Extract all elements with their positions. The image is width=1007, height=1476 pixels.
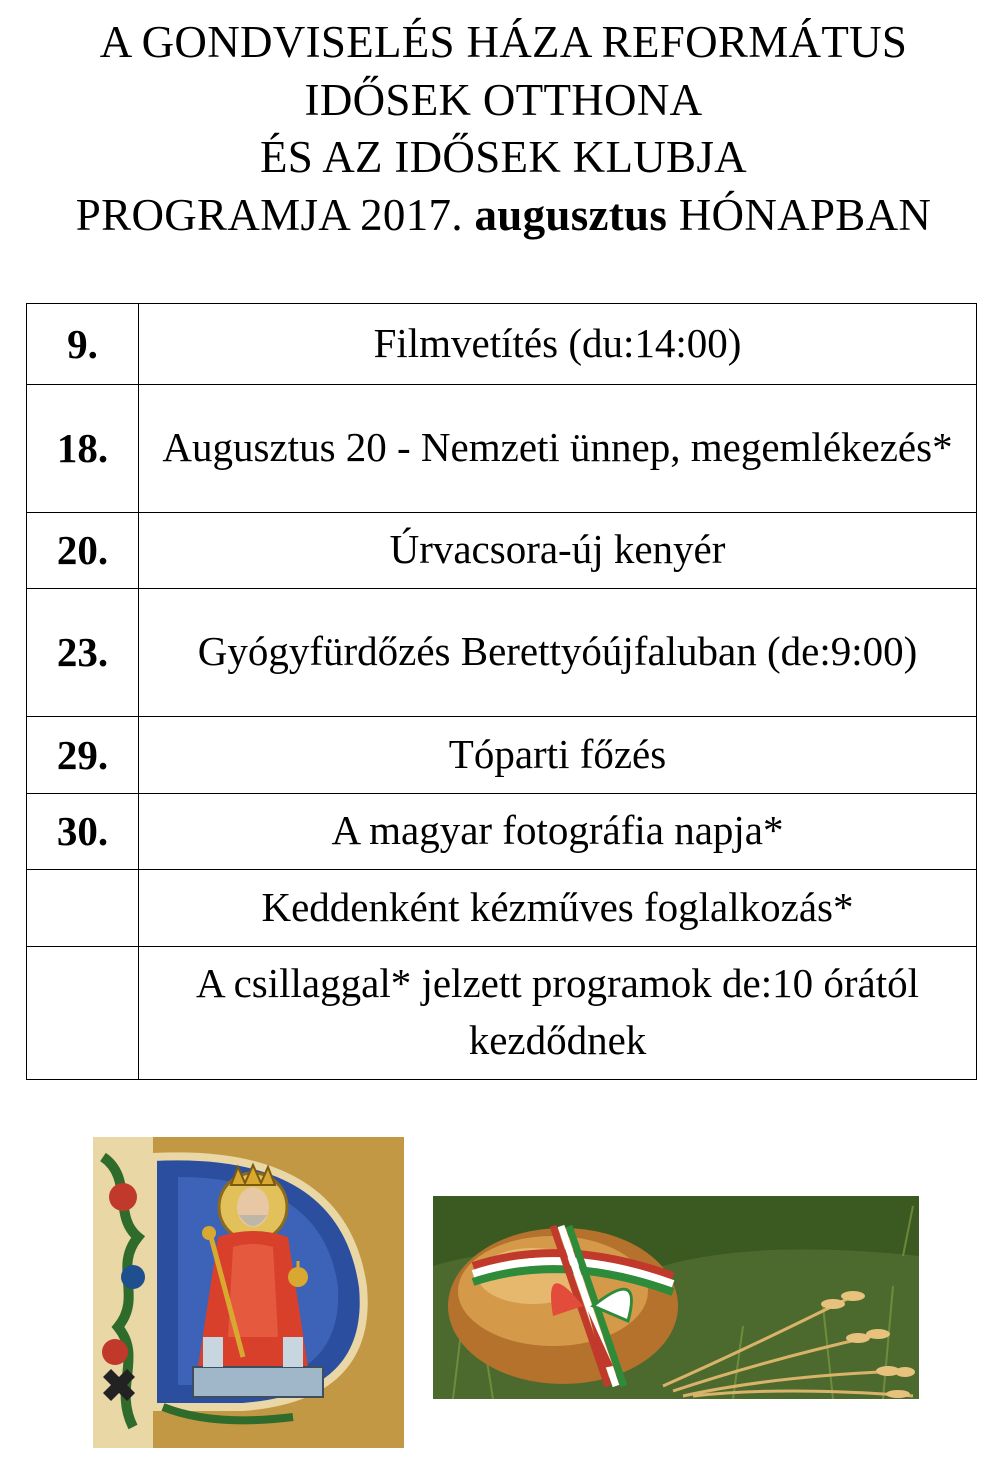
program-event: Úrvacsora-új kenyér [139, 513, 977, 589]
program-event: A csillaggal* jelzett programok de:10 órától kezdődnek [139, 947, 977, 1080]
title-suffix: HÓNAPBAN [667, 189, 932, 240]
program-event: Augusztus 20 - Nemzeti ünnep, megemlékezés* [139, 385, 977, 513]
title-prefix: PROGRAMJA 2017. [75, 189, 475, 240]
program-day: 30. [27, 794, 139, 870]
title-line-2: IDŐSEK OTTHONA [304, 74, 703, 125]
table-row [27, 304, 977, 385]
program-event: Tóparti főzés [139, 717, 977, 794]
illuminated-initial-king-image [93, 1137, 404, 1448]
program-day [27, 947, 139, 1080]
table-row [27, 794, 977, 870]
program-event: Keddenként kézműves foglalkozás* [139, 870, 977, 947]
program-event: Filmvetítés (du:14:00) [139, 304, 977, 385]
table-row [27, 385, 977, 513]
title-line-1: A GONDVISELÉS HÁZA REFORMÁTUS [99, 17, 908, 67]
table-row [27, 589, 977, 717]
table-row [27, 947, 977, 1080]
program-day: 18. [27, 385, 139, 513]
program-day [27, 870, 139, 947]
table-row [27, 717, 977, 794]
table-row [27, 870, 977, 947]
program-event: Gyógyfürdőzés Berettyóújfaluban (de:9:00) [139, 589, 977, 717]
program-table [26, 303, 977, 1080]
table-row [27, 513, 977, 589]
program-day: 23. [27, 589, 139, 717]
bread-with-tricolor-ribbon-image [433, 1196, 919, 1399]
program-day: 20. [27, 513, 139, 589]
program-event: A magyar fotográfia napja* [139, 794, 977, 870]
title-line-4 [0, 187, 1007, 245]
title-line-3: ÉS AZ IDŐSEK KLUBJA [260, 132, 747, 182]
title-month: augusztus [474, 189, 668, 240]
program-day: 29. [27, 717, 139, 794]
program-day: 9. [27, 304, 139, 385]
page-title [0, 14, 1007, 244]
